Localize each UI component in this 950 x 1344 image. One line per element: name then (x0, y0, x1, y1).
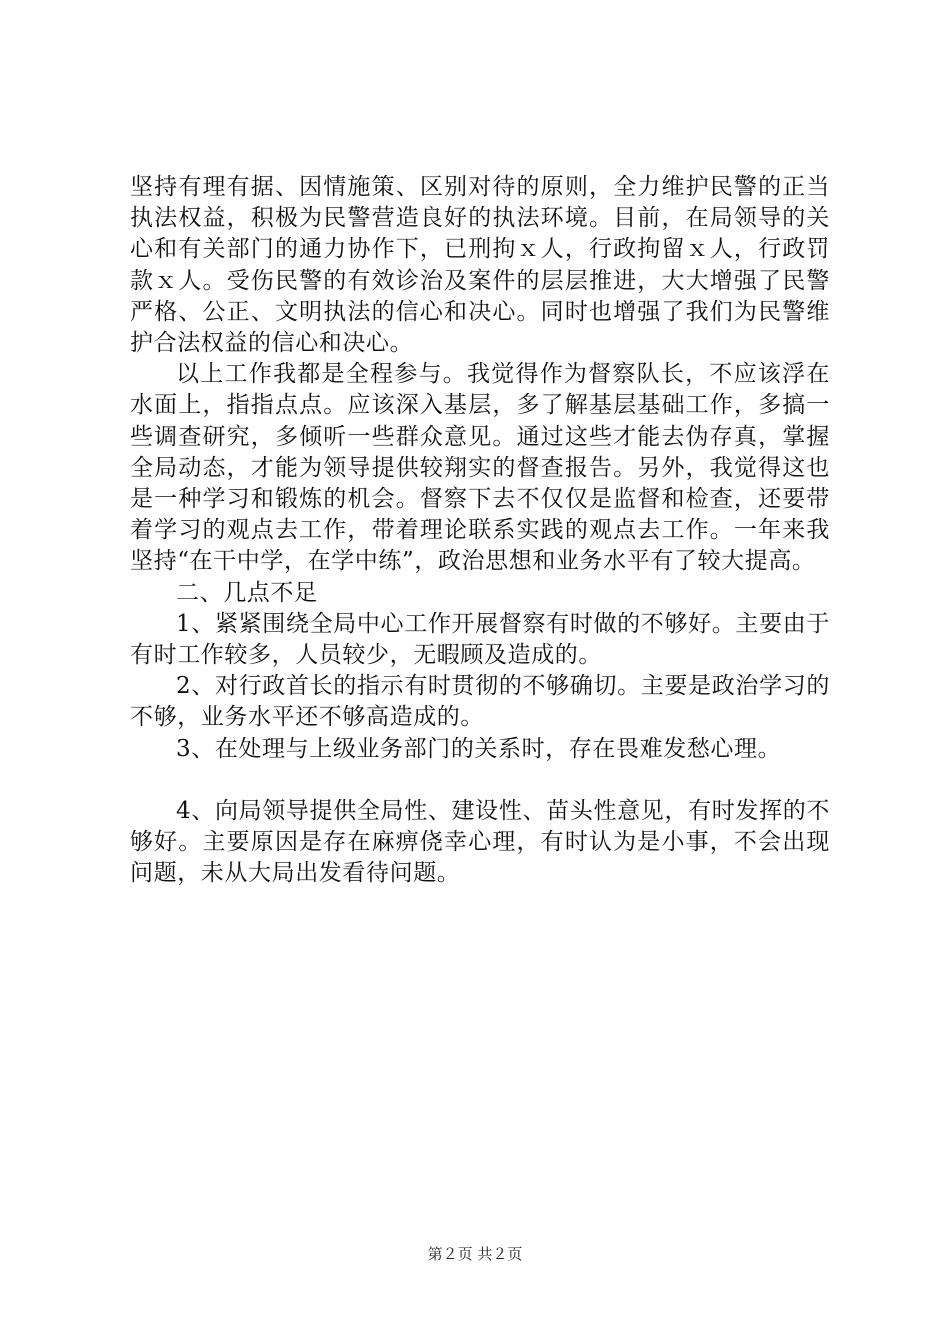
paragraph-spacer (130, 765, 830, 796)
shortcoming-item-1: 1、紧紧围绕全局中心工作开展督察有时做的不够好。主要由于有时工作较多，人员较少，无暇顾及造成的。 (130, 610, 830, 669)
shortcoming-item-4: 4、向局领导提供全局性、建设性、苗头性意见，有时发挥的不够好。主要原因是存在麻痹侥幸心理，有时认为是小事，不会出现问题，未从大局出发看待问题。 (130, 797, 830, 887)
section-heading-shortcomings: 二、几点不足 (176, 579, 318, 606)
shortcoming-item-2: 2、对行政首长的指示有时贯彻的不够确切。主要是政治学习的不够，业务水平还不够高造成的。 (130, 673, 830, 731)
paragraph-continuation: 坚持有理有据、因情施策、区别对待的原则，全力维护民警的正当执法权益，积极为民警营造良好的执法环境。目前，在局领导的关心和有关部门的通力协作下，已刑拘ｘ人，行政拘留ｘ人，行政罚款ｘ人。受伤民警的有效诊治及案件的层层推进，大大增强了民警严格、公正、文明执法的信心和决心。同时也增强了我们为民警维护合法权益的信心和决心。 (130, 174, 830, 357)
shortcoming-item-3: 3、在处理与上级业务部门的关系时，存在畏难发愁心理。 (176, 735, 782, 762)
document-body (130, 172, 830, 889)
paragraph-work-reflection: 以上工作我都是全程参与。我觉得作为督察队长，不应该浮在水面上，指指点点。应该深入基层，多了解基层基础工作，多搞一些调查研究，多倾听一些群众意见。通过这些才能去伪存真，掌握全局动态，才能为领导提供较翔实的督查报告。另外，我觉得这也是一种学习和锻炼的机会。督察下去不仅仅是监督和检查，还要带着学习的观点去工作，带着理论联系实践的观点去工作。一年来我坚持“在干中学，在学中练”，政治思想和业务水平有了较大提高。 (130, 361, 830, 575)
page-footer: 第２页 共２页 (427, 1245, 523, 1263)
